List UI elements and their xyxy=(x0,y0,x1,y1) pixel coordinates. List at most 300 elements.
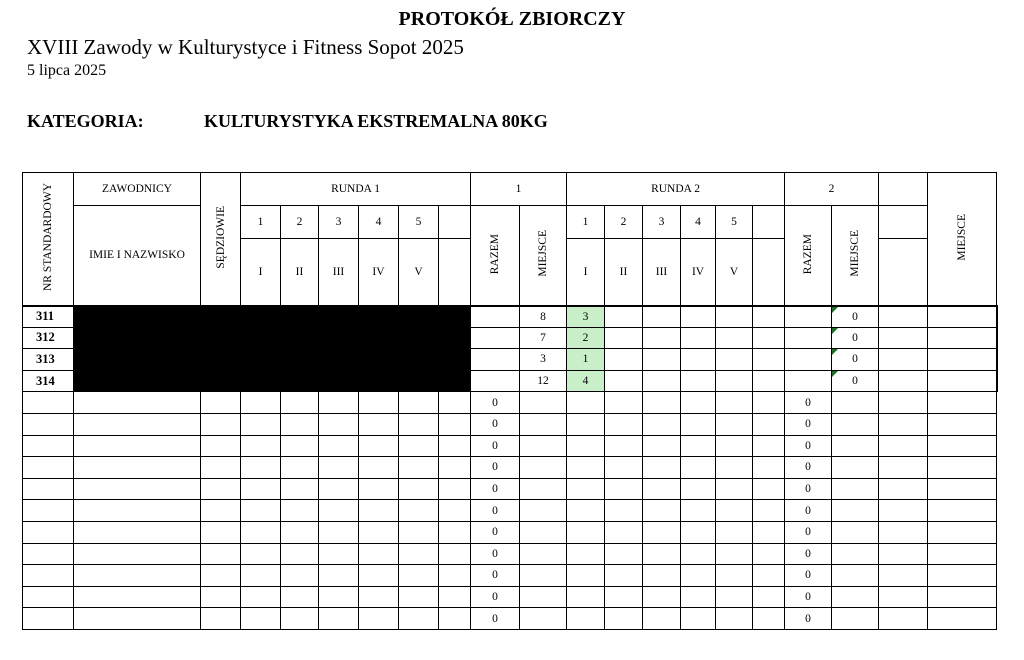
judge-number-4: 4 xyxy=(359,206,399,239)
r1-score-cell xyxy=(281,500,319,522)
r2-score-cell xyxy=(605,565,643,587)
judge-number-5: 5 xyxy=(399,206,439,239)
name-cell xyxy=(74,565,201,587)
r2-total-cell: 0 xyxy=(832,370,879,392)
r1-score-cell xyxy=(241,457,281,479)
page-title: PROTOKÓŁ ZBIORCZY xyxy=(398,8,626,30)
r2-place-cell xyxy=(879,370,928,392)
r2-score-cell xyxy=(753,349,785,371)
r1-score-cell xyxy=(241,543,281,565)
r1-score-cell xyxy=(359,478,399,500)
spare-cell xyxy=(928,327,997,349)
r2-score-cell xyxy=(716,413,753,435)
r2-place-cell xyxy=(832,521,879,543)
spare-cell xyxy=(471,370,520,392)
r2-score-cell xyxy=(605,543,643,565)
r2-score-cell xyxy=(716,306,753,328)
table-row xyxy=(23,457,998,479)
r2-score-cell xyxy=(716,543,753,565)
table-row xyxy=(23,500,998,522)
r2-place-header: MIEJSCE xyxy=(849,230,862,278)
r2-total-cell: 0 xyxy=(785,586,832,608)
name-cell xyxy=(74,435,201,457)
r1-score-cell xyxy=(359,457,399,479)
r2-score-cell xyxy=(567,586,605,608)
r2-score-cell xyxy=(643,327,681,349)
nr-cell xyxy=(23,608,74,630)
spare-cell xyxy=(928,370,997,392)
r2-place-cell xyxy=(832,608,879,630)
spare-cell xyxy=(753,457,785,479)
r2-score-cell xyxy=(643,521,681,543)
spare-cell xyxy=(439,206,471,239)
r2-total-cell: 0 xyxy=(785,478,832,500)
r2-score-cell xyxy=(605,500,643,522)
r2-score-cell xyxy=(681,435,716,457)
results-table xyxy=(22,172,998,630)
r1-place-cell xyxy=(520,435,567,457)
nr-cell xyxy=(23,435,74,457)
judges-cell xyxy=(201,435,241,457)
r2-place-cell xyxy=(832,586,879,608)
nr-cell xyxy=(23,521,74,543)
r1-score-cell xyxy=(281,586,319,608)
spare-cell xyxy=(785,349,832,371)
spare-cell xyxy=(471,306,520,328)
spare-cell xyxy=(753,521,785,543)
nr-cell xyxy=(23,413,74,435)
category-value: KULTURYSTYKA EKSTREMALNA 80KG xyxy=(204,111,548,131)
r1-score-cell xyxy=(359,435,399,457)
nr-cell xyxy=(23,392,74,414)
r1-total-cell: 0 xyxy=(471,521,520,543)
r1-score-cell xyxy=(359,413,399,435)
r1-score-cell xyxy=(281,608,319,630)
r1-score-cell xyxy=(359,608,399,630)
r1-score-cell xyxy=(319,586,359,608)
spare-cell xyxy=(439,239,471,306)
r2-score-cell xyxy=(681,565,716,587)
spare-cell xyxy=(785,327,832,349)
r1-place-cell xyxy=(520,500,567,522)
judge-number-1: 1 xyxy=(241,206,281,239)
r2-score-cell xyxy=(681,327,716,349)
final-place-cell xyxy=(928,586,997,608)
judges-cell xyxy=(201,478,241,500)
r1-total-header-cell xyxy=(471,206,520,306)
r2-judge-roman-3: III xyxy=(643,239,681,306)
judge-roman-2: II xyxy=(281,239,319,306)
r2-place-cell xyxy=(879,327,928,349)
name-cell xyxy=(74,478,201,500)
spare-cell xyxy=(879,521,928,543)
spare-cell xyxy=(753,239,785,306)
final-place-cell xyxy=(997,306,998,328)
r1-score-cell xyxy=(319,478,359,500)
spare-cell xyxy=(439,543,471,565)
r2-place-cell xyxy=(832,392,879,414)
r1-place-cell: 2 xyxy=(567,327,605,349)
r1-score-cell xyxy=(319,608,359,630)
final-place-cell xyxy=(928,521,997,543)
nr-header: NR STANDARDOWY xyxy=(42,183,54,292)
r1-total-cell: 0 xyxy=(471,457,520,479)
r1-score-cell xyxy=(399,521,439,543)
r1-place-cell xyxy=(520,565,567,587)
r1-score-cell xyxy=(241,392,281,414)
r2-score-cell xyxy=(567,413,605,435)
judge-number-3: 3 xyxy=(319,206,359,239)
final-place-cell xyxy=(928,457,997,479)
r1-place-cell xyxy=(520,478,567,500)
r1-place-cell xyxy=(520,392,567,414)
r1-score-cell xyxy=(319,392,359,414)
nr-cell xyxy=(23,543,74,565)
r1-score-cell xyxy=(359,500,399,522)
spare-cell xyxy=(879,586,928,608)
r1-score-cell xyxy=(281,543,319,565)
r2-score-cell xyxy=(681,349,716,371)
r1-place-cell xyxy=(520,457,567,479)
r1-score-cell xyxy=(359,392,399,414)
r2-score-cell xyxy=(605,392,643,414)
r1-score-cell xyxy=(399,586,439,608)
name-cell xyxy=(74,500,201,522)
r1-score-cell xyxy=(319,457,359,479)
r2-score-cell xyxy=(681,457,716,479)
r2-score-cell xyxy=(681,500,716,522)
final-place-cell xyxy=(928,608,997,630)
r2-place-cell xyxy=(832,478,879,500)
name-cell xyxy=(74,392,201,414)
name-cell xyxy=(74,521,201,543)
final-place-cell xyxy=(928,543,997,565)
judges-cell xyxy=(201,413,241,435)
r1-place-cell xyxy=(520,608,567,630)
r2-score-cell xyxy=(643,586,681,608)
spare-cell xyxy=(439,500,471,522)
r1-total-cell: 0 xyxy=(471,478,520,500)
r2-score-cell xyxy=(605,586,643,608)
spare-cell xyxy=(753,478,785,500)
r1-score-cell xyxy=(399,500,439,522)
spare-cell xyxy=(439,521,471,543)
r2-score-cell xyxy=(681,306,716,328)
spare-cell xyxy=(439,392,471,414)
final-place-cell xyxy=(997,327,998,349)
r1-score-cell xyxy=(241,586,281,608)
r1-score-cell xyxy=(241,608,281,630)
spare-cell xyxy=(785,370,832,392)
judges-header: SĘDZIOWIE xyxy=(214,205,227,269)
r1-score-cell xyxy=(319,543,359,565)
r2-score-cell xyxy=(716,586,753,608)
r1-score-cell xyxy=(281,435,319,457)
judge-roman-3: III xyxy=(319,239,359,306)
r2-score-cell xyxy=(643,349,681,371)
r2-score-cell xyxy=(605,521,643,543)
round1-header: RUNDA 1 xyxy=(241,173,471,206)
r2-score-cell xyxy=(753,327,785,349)
r2-score-cell xyxy=(753,306,785,328)
r2-total-cell: 0 xyxy=(785,435,832,457)
spare-cell xyxy=(928,306,997,328)
r2-total-cell: 0 xyxy=(785,392,832,414)
r1-score-cell xyxy=(399,543,439,565)
r2-place-cell xyxy=(832,565,879,587)
r1-total-cell: 0 xyxy=(471,500,520,522)
r1-score-cell xyxy=(281,392,319,414)
nr-cell: 312 xyxy=(23,327,74,349)
r1-total-cell: 7 xyxy=(520,327,567,349)
r2-score-cell xyxy=(716,457,753,479)
category-label: KATEGORIA: xyxy=(27,111,144,131)
r2-score-cell xyxy=(643,413,681,435)
r2-score-cell xyxy=(716,370,753,392)
r2-score-cell xyxy=(716,608,753,630)
r1-score-cell xyxy=(359,521,399,543)
table-row xyxy=(23,349,998,371)
r1-score-cell xyxy=(399,413,439,435)
r1-place-cell xyxy=(520,521,567,543)
r1-score-cell xyxy=(241,521,281,543)
r1-score-cell xyxy=(319,521,359,543)
spare-cell xyxy=(439,478,471,500)
r1-score-cell xyxy=(399,435,439,457)
spare-cell xyxy=(879,608,928,630)
final-place-cell xyxy=(928,392,997,414)
r2-place-cell xyxy=(879,349,928,371)
spare-cell xyxy=(471,327,520,349)
r2-judge-number-3: 3 xyxy=(643,206,681,239)
r1-total-cell: 0 xyxy=(471,586,520,608)
r2-score-cell xyxy=(605,457,643,479)
r2-score-cell xyxy=(643,457,681,479)
judge-roman-5: V xyxy=(399,239,439,306)
r2-score-cell xyxy=(643,306,681,328)
r2-score-cell xyxy=(567,565,605,587)
spare-cell xyxy=(753,413,785,435)
redacted-block xyxy=(74,306,471,328)
spare-cell xyxy=(879,478,928,500)
spare-cell xyxy=(879,500,928,522)
r1-place-cell: 4 xyxy=(567,370,605,392)
r1-total-cell: 0 xyxy=(471,392,520,414)
r2-score-cell xyxy=(681,543,716,565)
r2-total-header-cell xyxy=(785,206,832,306)
redacted-block xyxy=(74,327,471,349)
r2-judge-roman-2: II xyxy=(605,239,643,306)
r2-place-cell xyxy=(832,543,879,565)
spare-cell xyxy=(471,349,520,371)
r2-score-cell xyxy=(605,478,643,500)
r2-total-cell: 0 xyxy=(832,349,879,371)
r2-judge-roman-5: V xyxy=(716,239,753,306)
spare-cell xyxy=(753,608,785,630)
r2-score-cell xyxy=(605,370,643,392)
r1-score-cell xyxy=(319,565,359,587)
final-place-cell xyxy=(928,478,997,500)
r1-place-cell xyxy=(520,543,567,565)
r1-place-cell: 1 xyxy=(567,349,605,371)
judge-roman-4: IV xyxy=(359,239,399,306)
r2-score-cell xyxy=(716,565,753,587)
r2-judge-roman-4: IV xyxy=(681,239,716,306)
r2-place-cell xyxy=(832,457,879,479)
r2-score-cell xyxy=(643,565,681,587)
spare-cell xyxy=(439,586,471,608)
spare-cell xyxy=(439,413,471,435)
name-cell xyxy=(74,543,201,565)
r2-score-cell xyxy=(681,370,716,392)
r2-score-cell xyxy=(643,392,681,414)
judges-header-cell xyxy=(201,173,241,306)
r2-score-cell xyxy=(567,500,605,522)
r2-score-cell xyxy=(567,392,605,414)
table-row xyxy=(23,543,998,565)
r2-score-cell xyxy=(681,392,716,414)
judges-cell xyxy=(201,586,241,608)
final-place-cell xyxy=(997,349,998,371)
r1-total-cell: 0 xyxy=(471,543,520,565)
r2-score-cell xyxy=(605,349,643,371)
r1-score-cell xyxy=(359,565,399,587)
r1-score-cell xyxy=(319,413,359,435)
spare-cell xyxy=(753,392,785,414)
name-cell xyxy=(74,457,201,479)
redacted-block xyxy=(74,370,471,392)
r1-place-cell xyxy=(520,586,567,608)
r2-score-cell xyxy=(567,608,605,630)
r2-score-cell xyxy=(681,413,716,435)
judge-number-2: 2 xyxy=(281,206,319,239)
spare-cell xyxy=(753,206,785,239)
r2-total-cell: 0 xyxy=(785,543,832,565)
r2-score-cell xyxy=(605,306,643,328)
table-row xyxy=(23,370,998,392)
r2-score-cell xyxy=(716,500,753,522)
r1-score-cell xyxy=(399,478,439,500)
r1-total-cell: 3 xyxy=(520,349,567,371)
r2-total-cell: 0 xyxy=(832,306,879,328)
name-cell xyxy=(74,608,201,630)
r1-place-header-cell xyxy=(520,206,567,306)
table-row xyxy=(23,608,998,630)
r2-score-cell xyxy=(605,608,643,630)
final-place-cell xyxy=(928,500,997,522)
r2-score-cell xyxy=(716,521,753,543)
spare-cell xyxy=(879,206,928,239)
table-row xyxy=(23,478,998,500)
r2-total-cell: 0 xyxy=(785,413,832,435)
r1-place-cell: 3 xyxy=(567,306,605,328)
r2-score-cell xyxy=(681,586,716,608)
nr-cell xyxy=(23,457,74,479)
spare-header xyxy=(879,173,928,206)
competitors-header: ZAWODNICY xyxy=(74,173,201,206)
r1-score-cell xyxy=(241,500,281,522)
table-row xyxy=(23,435,998,457)
spare-cell xyxy=(753,565,785,587)
final-place-cell xyxy=(928,565,997,587)
round2-total-group: 2 xyxy=(785,173,879,206)
table-row xyxy=(23,586,998,608)
r1-score-cell xyxy=(281,565,319,587)
final-place-cell xyxy=(997,370,998,392)
r2-place-header-cell xyxy=(832,206,879,306)
spare-cell xyxy=(879,543,928,565)
r1-total-cell: 12 xyxy=(520,370,567,392)
final-place-header: MIEJSCE xyxy=(956,213,969,261)
r2-score-cell xyxy=(567,435,605,457)
spare-cell xyxy=(879,565,928,587)
r1-score-cell xyxy=(359,586,399,608)
r2-score-cell xyxy=(643,435,681,457)
r1-score-cell xyxy=(281,478,319,500)
r2-judge-number-4: 4 xyxy=(681,206,716,239)
nr-header-cell xyxy=(23,173,74,306)
r2-total-cell: 0 xyxy=(785,565,832,587)
nr-cell xyxy=(23,565,74,587)
r1-score-cell xyxy=(281,521,319,543)
r1-score-cell xyxy=(241,478,281,500)
judges-cell xyxy=(201,543,241,565)
r1-score-cell xyxy=(281,413,319,435)
r2-score-cell xyxy=(643,370,681,392)
table-row xyxy=(23,327,998,349)
r1-total-cell: 0 xyxy=(471,608,520,630)
spare-cell xyxy=(753,543,785,565)
table-row xyxy=(23,413,998,435)
nr-cell xyxy=(23,586,74,608)
spare-cell xyxy=(879,239,928,306)
r2-total-cell: 0 xyxy=(785,521,832,543)
table-row xyxy=(23,392,998,414)
spare-cell xyxy=(879,435,928,457)
spare-cell xyxy=(439,608,471,630)
nr-cell: 311 xyxy=(23,306,74,328)
judges-cell xyxy=(201,521,241,543)
r1-total-cell: 0 xyxy=(471,565,520,587)
r2-score-cell xyxy=(567,521,605,543)
r1-total-cell: 0 xyxy=(471,413,520,435)
nr-cell xyxy=(23,500,74,522)
r1-score-cell xyxy=(319,500,359,522)
spare-cell xyxy=(439,457,471,479)
r2-score-cell xyxy=(716,392,753,414)
r2-score-cell xyxy=(567,543,605,565)
r1-score-cell xyxy=(399,608,439,630)
r1-score-cell xyxy=(319,435,359,457)
r1-score-cell xyxy=(399,392,439,414)
r2-score-cell xyxy=(567,478,605,500)
r2-score-cell xyxy=(643,543,681,565)
spare-cell xyxy=(439,435,471,457)
r1-score-cell xyxy=(281,457,319,479)
r2-score-cell xyxy=(643,478,681,500)
r2-total-header: RAZEM xyxy=(802,233,815,274)
r2-total-cell: 0 xyxy=(785,457,832,479)
judges-cell xyxy=(201,392,241,414)
r1-score-cell xyxy=(241,565,281,587)
nr-cell: 314 xyxy=(23,370,74,392)
r2-score-cell xyxy=(716,327,753,349)
r2-place-cell xyxy=(879,306,928,328)
judges-cell xyxy=(201,500,241,522)
spare-cell xyxy=(785,306,832,328)
r2-score-cell xyxy=(716,478,753,500)
judges-cell xyxy=(201,565,241,587)
